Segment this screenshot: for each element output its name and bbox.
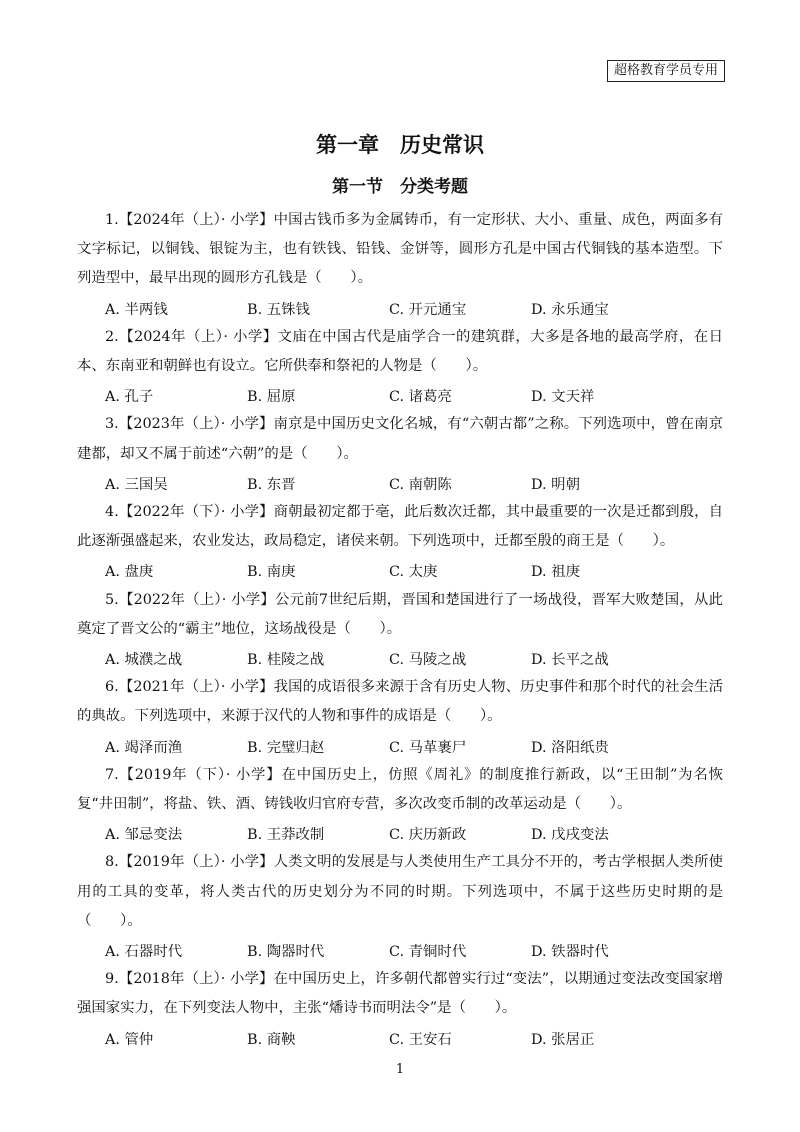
- question-6: [77, 673, 723, 761]
- option-c: C. 开元通宝: [389, 301, 467, 318]
- option-row: [105, 294, 723, 323]
- option-c: C. 王安石: [389, 1031, 452, 1048]
- option-a: A. 管仲: [105, 1031, 154, 1048]
- option-c: C. 南朝陈: [389, 476, 452, 493]
- option-d: D. 洛阳纸贵: [531, 739, 609, 756]
- question-stem: 3.【2023年（上）· 小学】南京是中国历史文化名城，有“六朝古都”之称。下列选项中，曾在南京建都，却又不属于前述“六朝”的是（ ）。: [77, 416, 723, 462]
- option-d: D. 张居正: [531, 1031, 595, 1048]
- option-b: B. 商鞅: [247, 1031, 296, 1048]
- option-a: A. 石器时代: [105, 944, 183, 961]
- option-c: C. 庆历新政: [389, 827, 467, 844]
- option-d: D. 铁器时代: [531, 944, 609, 961]
- option-row: [105, 732, 723, 761]
- option-row: [105, 644, 723, 673]
- question-stem: 9.【2018年（上）· 小学】在中国历史上，许多朝代都曾实行过“变法”，以期通过变法改变国家增强国家实力，在下列变法人物中，主张“燔诗书而明法令”是（ ）。: [77, 971, 723, 1017]
- option-c: C. 马革裹尸: [389, 739, 467, 756]
- question-5: [77, 586, 723, 674]
- option-a: A. 邹忌变法: [105, 827, 183, 844]
- option-d: D. 永乐通宝: [531, 301, 609, 318]
- option-d: D. 戊戌变法: [531, 827, 609, 844]
- section-title: 第一节 分类考题: [332, 177, 468, 197]
- option-a: A. 三国吴: [105, 476, 168, 493]
- option-b: B. 屈原: [247, 389, 296, 406]
- question-1: [77, 206, 723, 323]
- chapter-title: 第一章 历史常识: [316, 132, 484, 157]
- option-d: D. 明朝: [531, 476, 580, 493]
- question-9: [77, 965, 723, 1053]
- page-number: 1: [395, 1062, 405, 1077]
- option-row: [105, 819, 723, 848]
- option-a: A. 城濮之战: [105, 652, 183, 669]
- question-stem: 2.【2024年（上）· 小学】文庙在中国古代是庙学合一的建筑群，大多是各地的最高学府，在日本、东南亚和朝鲜也有设立。它所供奉和祭祀的人物是（ ）。: [77, 328, 723, 374]
- option-a: A. 盘庚: [105, 564, 154, 581]
- option-row: [105, 556, 723, 585]
- option-a: A. 竭泽而渔: [105, 739, 183, 756]
- option-b: B. 南庚: [247, 564, 296, 581]
- option-c: C. 太庚: [389, 564, 438, 581]
- option-c: C. 青铜时代: [389, 944, 467, 961]
- question-list: [77, 206, 723, 1053]
- option-b: B. 陶器时代: [247, 944, 325, 961]
- question-8: [77, 848, 723, 965]
- question-stem: 7.【2019年（下）· 小学】在中国历史上，仿照《周礼》的制度推行新政，以“王田制”为名恢复“井田制”，将盐、铁、酒、铸钱收归官府专营，多次改变币制的改革运动是（ ）。: [77, 766, 723, 812]
- option-d: D. 文天祥: [531, 389, 595, 406]
- question-stem: 1.【2024年（上）· 小学】中国古钱币多为金属铸币，有一定形状、大小、重量、成色，两面多有文字标记，以铜钱、银锭为主，也有铁钱、铅钱、金饼等，圆形方孔是中国古代铜钱的基本造型。下列造型中，最早出现的圆形方孔钱是（ ）。: [77, 212, 723, 287]
- option-c: C. 马陵之战: [389, 652, 467, 669]
- option-b: B. 完璧归赵: [247, 739, 325, 756]
- option-row: [105, 469, 723, 498]
- option-a: A. 孔子: [105, 389, 154, 406]
- option-b: B. 桂陵之战: [247, 652, 325, 669]
- option-b: B. 东晋: [247, 476, 296, 493]
- question-stem: 5.【2022年（上）· 小学】公元前7世纪后期，晋国和楚国进行了一场战役，晋军大败楚国，从此奠定了晋文公的“霸主”地位，这场战役是（ ）。: [77, 591, 723, 637]
- question-2: [77, 323, 723, 411]
- option-b: B. 五铢钱: [247, 301, 310, 318]
- option-row: [105, 936, 723, 965]
- question-stem: 4.【2022年（下）· 小学】商朝最初定都于亳，此后数次迁都，其中最重要的一次是迁都到殷，自此逐渐强盛起来，农业发达，政局稳定，诸侯来朝。下列选项中，迁都至殷的商王是（ ）。: [77, 503, 723, 550]
- option-d: D. 长平之战: [531, 652, 609, 669]
- question-stem: 6.【2021年（上）· 小学】我国的成语很多来源于含有历史人物、历史事件和那个时代的社会生活的典故。下列选项中，来源于汉代的人物和事件的成语是（ ）。: [77, 679, 723, 725]
- watermark-stamp: 超格教育学员专用: [607, 60, 725, 82]
- question-7: [77, 761, 723, 849]
- option-d: D. 祖庚: [531, 564, 580, 581]
- question-3: [77, 410, 723, 498]
- option-c: C. 诸葛亮: [389, 389, 452, 406]
- question-stem: 8.【2019年（上）· 小学】人类文明的发展是与人类使用生产工具分不开的，考古学根据人类所使用的工具的变革，将人类古代的历史划分为不同的时期。下列选项中，不属于这些历史时期的是（ ）。: [77, 854, 723, 929]
- option-a: A. 半两钱: [105, 301, 168, 318]
- question-4: [77, 498, 723, 586]
- option-row: [105, 381, 723, 410]
- option-row: [105, 1024, 723, 1053]
- option-b: B. 王莽改制: [247, 827, 325, 844]
